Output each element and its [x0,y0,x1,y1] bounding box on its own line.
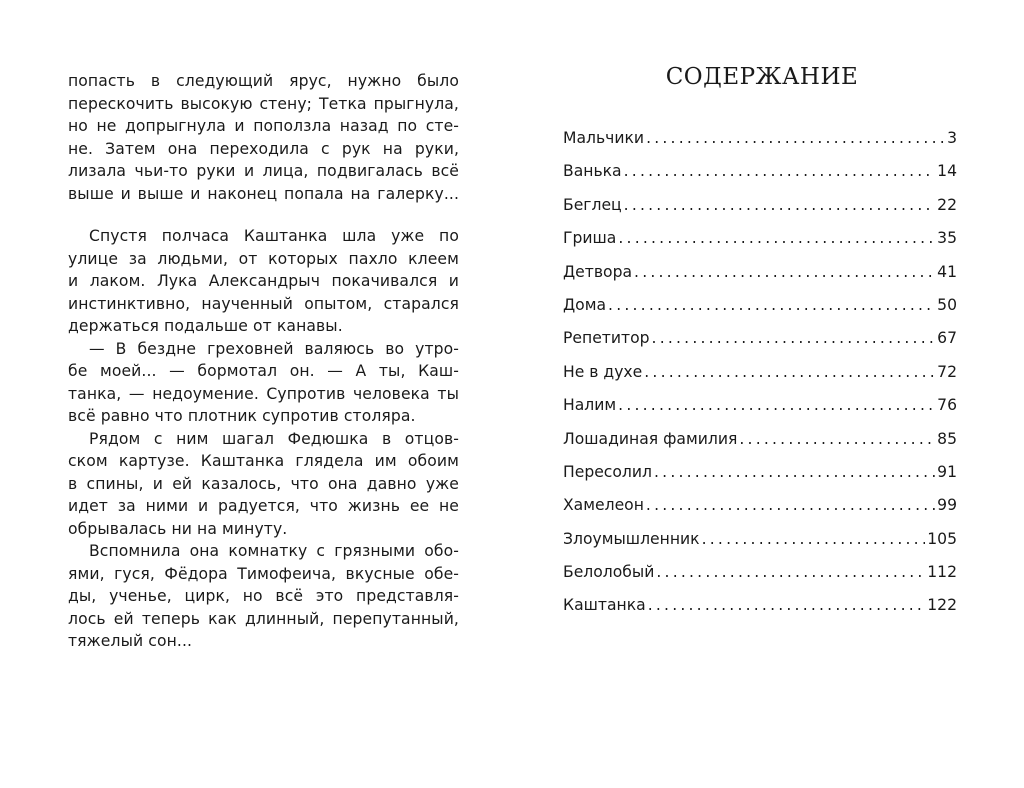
toc-entry-page-number: 41 [937,262,957,281]
toc-entry-title: Гриша [563,229,617,248]
toc-leader-dots [624,162,936,180]
text-line: лизала чьи-то руки и лица, подвигалась всё [68,162,459,180]
text-line: — В бездне греховней валяюсь во утро- [89,339,459,358]
toc-entry-title: Ванька [563,162,622,181]
toc-entry-title: Детвора [563,262,633,281]
toc-entry-page-number: 22 [937,195,957,214]
text-line: ями, гуся, Фёдора Тимофеича, вкусные обе- [68,564,459,583]
toc-leader-dots [644,363,935,381]
toc-entry[interactable] [563,363,957,396]
toc-entry-page-number: 99 [937,496,957,515]
toc-entry[interactable] [563,463,957,496]
text-line: перескочить высокую стену; Тетка прыгнула, [68,94,459,113]
text-paragraph-2 [68,225,459,653]
toc-entry[interactable] [563,496,957,529]
toc-entry[interactable] [563,129,957,162]
toc-entry-page-number: 14 [937,162,957,181]
text-line: попасть в следующий ярус, нужно было [68,72,459,90]
toc-entry-page-number: 112 [927,563,957,582]
toc-leader-dots [608,296,935,314]
toc-entry[interactable] [563,563,957,596]
toc-entry-title: Дома [563,295,607,314]
toc-leader-dots [654,463,935,481]
toc-entry[interactable] [563,430,957,463]
toc-leader-dots [634,263,935,281]
text-line: ском картузе. Каштанка глядела им обоим [68,452,459,470]
toc-leader-dots [739,430,935,448]
text-line: всё равно что плотник супротив столяра. [68,407,416,425]
toc-entry-title: Белолобый [563,563,655,582]
toc-entry[interactable] [563,229,957,262]
text-line: и лаком. Лука Александрыч покачивался и [68,272,459,290]
toc-leader-dots [656,563,925,581]
toc-entry-title: Каштанка [563,596,646,615]
toc-entry-page-number: 91 [937,462,957,481]
toc-entry-page-number: 50 [937,295,957,314]
toc-leader-dots [646,496,935,514]
toc-leader-dots [648,596,926,614]
toc-entry[interactable] [563,196,957,229]
toc-leader-dots [618,396,935,414]
toc-leader-dots [702,530,926,548]
right-page [512,0,1024,788]
text-line: улице за людьми, от которых пахло клеем [68,249,459,268]
table-of-contents [563,129,957,630]
toc-entry-page-number: 76 [937,396,957,415]
toc-entry-page-number: 85 [937,429,957,448]
toc-entry-title: Пересолил [563,462,652,481]
toc-entry-page-number: 72 [937,362,957,381]
toc-entry-title: Лошадиная фамилия [563,429,738,448]
text-line: идет за ними и радуется, что жизнь ее не [68,497,459,515]
toc-entry-title: Хамелеон [563,496,644,515]
toc-entry-page-number: 3 [947,129,957,147]
text-line: тяжелый сон... [68,632,193,650]
toc-entry[interactable] [563,530,957,563]
toc-leader-dots [652,329,936,347]
toc-entry-page-number: 105 [927,529,957,548]
toc-entry[interactable] [563,162,957,195]
text-line: но не допрыгнула и поползла назад по сте- [68,117,459,135]
toc-leader-dots [618,229,935,247]
toc-leader-dots [646,129,945,147]
toc-title: СОДЕРЖАНИЕ [665,64,859,90]
toc-entry[interactable] [563,263,957,296]
toc-entry-page-number: 67 [937,329,957,348]
text-line: танка, — недоумение. Супротив человека ты [68,384,459,403]
toc-entry-title: Репетитор [563,329,650,348]
toc-entry[interactable] [563,329,957,362]
toc-entry[interactable] [563,296,957,329]
text-line: Вспомнила она комнатку с грязными обо- [89,542,459,560]
text-line: ды, ученье, цирк, но всё это представля- [68,587,459,605]
toc-entry[interactable] [563,396,957,429]
text-line: лось ей теперь как длинный, перепутанный, [68,609,459,628]
text-line: выше и выше и наконец попала на галерку... [68,184,459,203]
toc-entry-title: Налим [563,396,617,415]
text-line: в спины, и ей казалось, что она давно уже [68,474,459,493]
toc-entry-page-number: 122 [927,596,957,615]
text-line: держаться подальше от канавы. [68,317,343,335]
text-line: Рядом с ним шагал Федюшка в отцов- [89,429,459,448]
toc-entry-title: Мальчики [563,129,645,147]
text-line: Спустя полчаса Каштанка шла уже по [89,227,459,245]
toc-leader-dots [624,196,935,214]
text-line: бе моей... — бормотал он. — А ты, Каш- [68,362,459,380]
text-line: инстинктивно, наученный опытом, старался [68,294,459,313]
toc-entry-page-number: 35 [937,229,957,248]
toc-entry-title: Беглец [563,195,622,214]
text-paragraph-1 [68,70,459,205]
toc-entry-title: Злоумышленник [563,529,700,548]
toc-entry[interactable] [563,596,957,629]
toc-entry-title: Не в духе [563,362,643,381]
text-line: не. Затем она переходила с рук на руки, [68,139,459,158]
text-line: обрывалась ни на минуту. [68,519,288,538]
